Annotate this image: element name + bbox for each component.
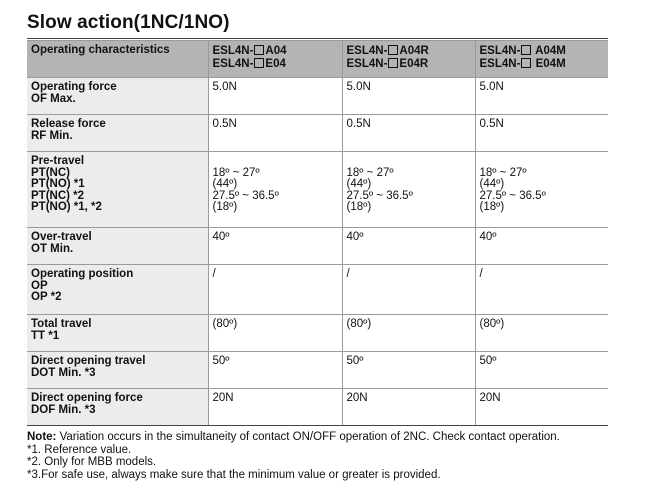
- row-sublabel: DOT Min. *3: [31, 366, 96, 379]
- cell-value: 40º: [479, 231, 497, 243]
- cell-value: 0.5N: [212, 118, 237, 130]
- row-sublabel: OF Max.: [31, 92, 76, 105]
- blank-box-icon: [388, 58, 398, 68]
- cell-value: 18º ~ 27º: [346, 166, 394, 179]
- table-row: [27, 152, 608, 228]
- header-label: Operating characteristics: [31, 44, 170, 56]
- row-label-cell: [27, 352, 208, 389]
- table-row: [27, 352, 608, 389]
- cell-value: [347, 156, 471, 168]
- cell-value: (44º): [479, 178, 505, 190]
- row-sublabel: PT(NO) *1, *2: [31, 201, 102, 213]
- header-model-cell: [208, 41, 342, 78]
- model-name: [213, 58, 338, 71]
- cell-value: 50º: [346, 355, 364, 367]
- cell-value: 20N: [479, 392, 501, 404]
- top-rule: [27, 38, 608, 39]
- cell-value: 20N: [212, 392, 234, 404]
- cell-value: (44º): [212, 178, 238, 190]
- blank-box-icon: [388, 45, 398, 55]
- cell-value: 50º: [479, 355, 497, 367]
- value-cell: [342, 115, 475, 152]
- value-cell: [208, 228, 342, 265]
- note-line: [27, 431, 560, 444]
- table-row: [27, 389, 608, 426]
- row-label: Total travel: [31, 318, 92, 330]
- notes-block: [27, 431, 560, 481]
- model-name: [480, 45, 605, 58]
- model-name: [347, 45, 471, 58]
- model-prefix: ESL4N-: [346, 57, 388, 70]
- row-label-cell: [27, 228, 208, 265]
- cell-value: (18º): [479, 201, 505, 213]
- cell-value: /: [346, 268, 350, 280]
- operating-characteristics-table: [27, 40, 608, 426]
- cell-value: [480, 156, 605, 168]
- row-label-cell: [27, 152, 208, 228]
- model-suffix: A04M: [532, 45, 566, 57]
- row-label: Operating position: [31, 268, 134, 280]
- section-title: Slow action(1NC/1NO): [27, 12, 230, 33]
- cell-value: 27.5º ~ 36.5º: [346, 189, 413, 202]
- cell-value: (18º): [212, 201, 238, 213]
- cell-value: (80º): [212, 318, 238, 330]
- cell-value: /: [212, 268, 216, 280]
- table-row: [27, 115, 608, 152]
- value-cell: [475, 389, 608, 426]
- value-cell: [208, 152, 342, 228]
- cell-value: 5.0N: [479, 81, 504, 93]
- row-label-cell: [27, 265, 208, 315]
- cell-value: (80º): [479, 318, 505, 330]
- value-cell: [475, 265, 608, 315]
- row-sublabel: PT(NC) *2: [31, 189, 85, 202]
- value-cell: [342, 315, 475, 352]
- row-sublabel: OP *2: [31, 291, 62, 303]
- row-sublabel: PT(NC): [31, 166, 70, 179]
- row-label: Over-travel: [31, 231, 92, 243]
- table-row: [27, 265, 608, 315]
- model-prefix: ESL4N-: [346, 45, 388, 57]
- row-label-cell: [27, 78, 208, 115]
- cell-value: 27.5º ~ 36.5º: [212, 189, 279, 202]
- blank-box-icon: [521, 58, 531, 68]
- value-cell: [342, 152, 475, 228]
- value-cell: [342, 228, 475, 265]
- footnote: *2. Only for MBB models.: [27, 456, 157, 468]
- value-cell: [342, 389, 475, 426]
- row-sublabel: RF Min.: [31, 129, 73, 142]
- note-text: Variation occurs in the simultaneity of contact ON/OFF operation of 2NC. Check contact operation.: [56, 431, 560, 443]
- model-name: [480, 58, 605, 71]
- model-suffix: E04: [265, 57, 286, 70]
- value-cell: [342, 352, 475, 389]
- value-cell: [342, 265, 475, 315]
- row-label-cell: [27, 115, 208, 152]
- cell-value: (44º): [346, 178, 372, 190]
- cell-value: (18º): [346, 201, 372, 213]
- row-label: Direct opening force: [31, 392, 143, 404]
- cell-value: 40º: [212, 231, 230, 243]
- blank-box-icon: [521, 45, 531, 55]
- row-sublabel: TT *1: [31, 329, 60, 342]
- cell-value: (80º): [346, 318, 372, 330]
- row-sublabel: OP: [31, 279, 48, 292]
- value-cell: [208, 352, 342, 389]
- blank-box-icon: [254, 45, 264, 55]
- value-cell: [475, 115, 608, 152]
- model-name: [347, 58, 471, 71]
- row-label-cell: [27, 389, 208, 426]
- header-model-cell: [475, 41, 608, 78]
- model-suffix: E04R: [399, 57, 429, 70]
- cell-value: 0.5N: [346, 118, 371, 130]
- row-label: Release force: [31, 118, 106, 130]
- row-label: Direct opening travel: [31, 355, 146, 367]
- model-prefix: ESL4N-: [479, 57, 521, 70]
- cell-value: 20N: [346, 392, 368, 404]
- table-row: [27, 78, 608, 115]
- table-row: [27, 315, 608, 352]
- value-cell: [208, 265, 342, 315]
- value-cell: [208, 115, 342, 152]
- cell-value: /: [479, 268, 483, 280]
- model-suffix: E04M: [532, 57, 566, 70]
- value-cell: [342, 78, 475, 115]
- footnote: *3.For safe use, always make sure that the minimum value or greater is provided.: [27, 468, 441, 481]
- row-sublabel: OT Min.: [31, 242, 74, 255]
- model-prefix: ESL4N-: [212, 57, 254, 70]
- row-label-cell: [27, 315, 208, 352]
- value-cell: [208, 78, 342, 115]
- model-prefix: ESL4N-: [212, 45, 254, 57]
- model-prefix: ESL4N-: [479, 45, 521, 57]
- cell-value: 0.5N: [479, 118, 504, 130]
- cell-value: 18º ~ 27º: [479, 166, 527, 179]
- model-suffix: A04R: [399, 45, 429, 57]
- table-row: [27, 228, 608, 265]
- cell-value: 40º: [346, 231, 364, 243]
- cell-value: [213, 156, 338, 168]
- cell-value: 50º: [212, 355, 230, 367]
- value-cell: [208, 315, 342, 352]
- row-label: Pre-travel: [31, 155, 85, 167]
- model-name: [213, 45, 338, 58]
- cell-value: 27.5º ~ 36.5º: [479, 189, 546, 202]
- blank-box-icon: [254, 58, 264, 68]
- cell-value: 5.0N: [212, 81, 237, 93]
- note-label: Note:: [27, 431, 57, 443]
- cell-value: 18º ~ 27º: [212, 166, 260, 179]
- footnote: *1. Reference value.: [27, 443, 132, 456]
- model-suffix: A04: [265, 45, 287, 57]
- header-label-cell: [27, 41, 208, 78]
- value-cell: [475, 315, 608, 352]
- row-label: Operating force: [31, 81, 117, 93]
- value-cell: [475, 152, 608, 228]
- row-sublabel: DOF Min. *3: [31, 403, 96, 416]
- table-header-row: [27, 41, 608, 78]
- cell-value: 5.0N: [346, 81, 371, 93]
- value-cell: [475, 78, 608, 115]
- value-cell: [475, 352, 608, 389]
- value-cell: [475, 228, 608, 265]
- header-model-cell: [342, 41, 475, 78]
- value-cell: [208, 389, 342, 426]
- row-sublabel: PT(NO) *1: [31, 178, 85, 190]
